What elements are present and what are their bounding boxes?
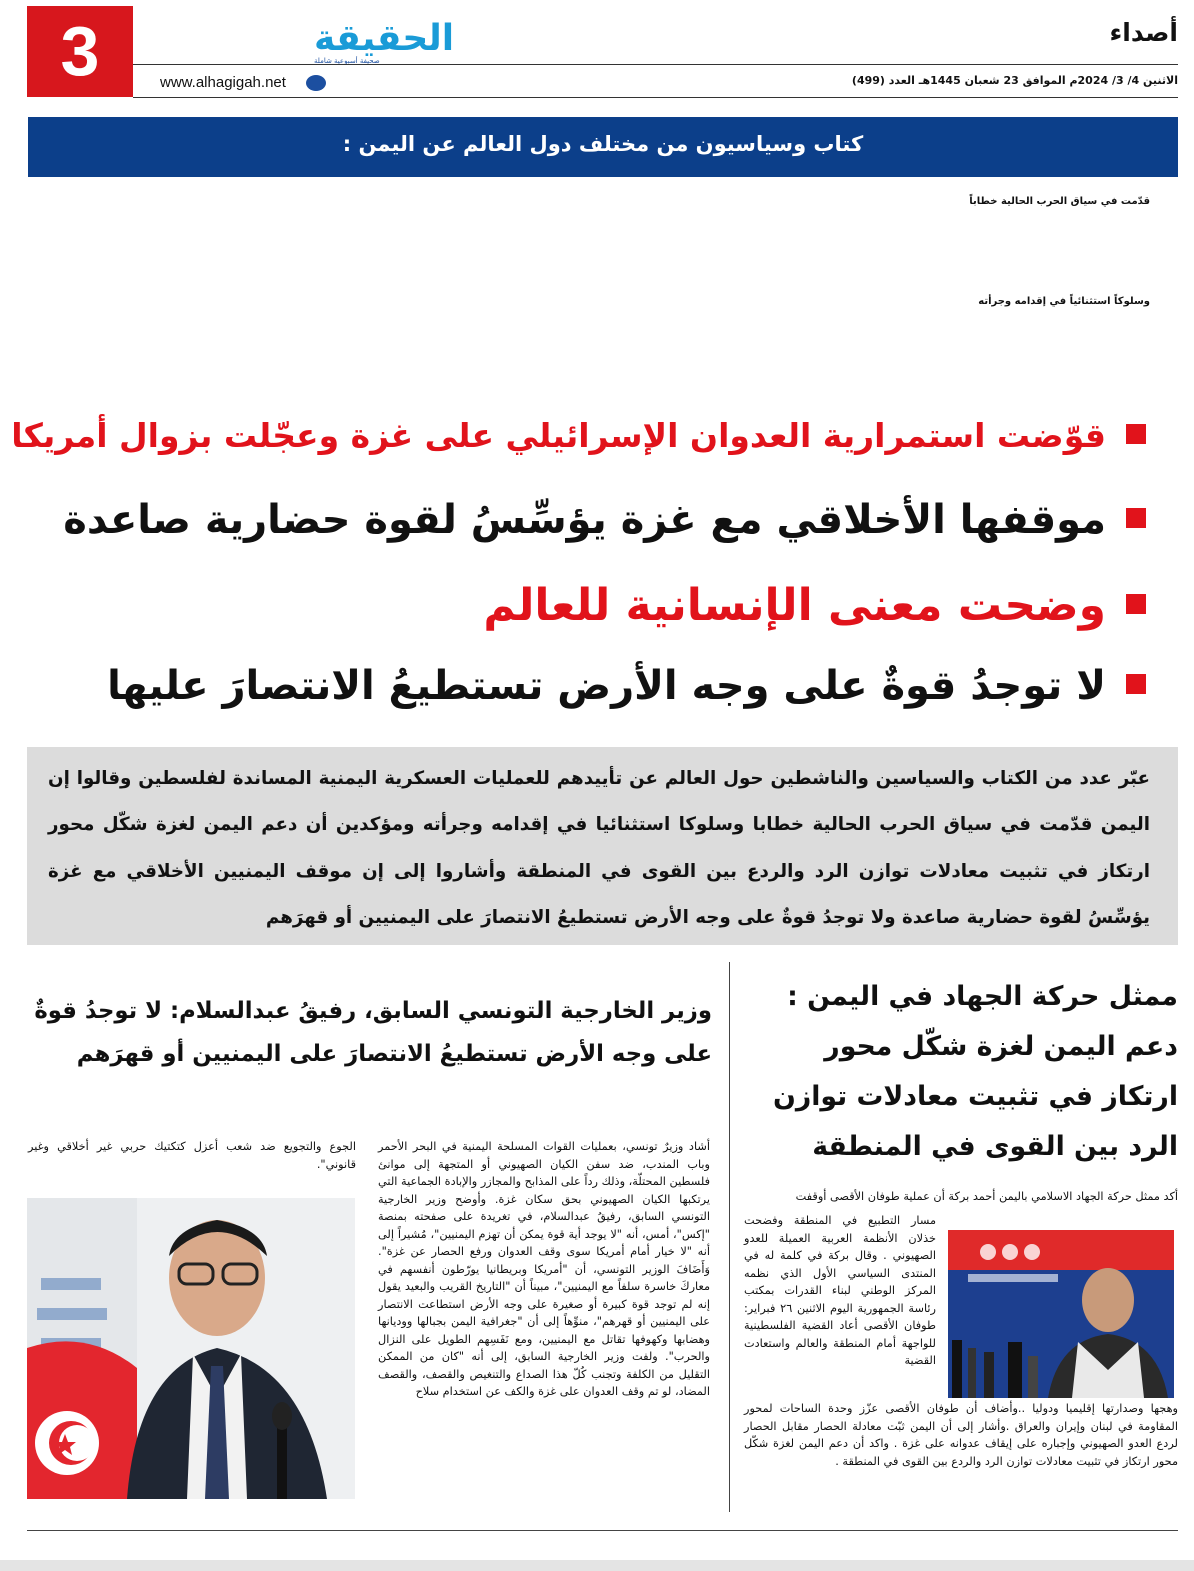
red-square-bullet-icon [1126, 594, 1146, 614]
website-url[interactable]: www.alhagigah.net [160, 74, 286, 91]
speaker-photo [948, 1230, 1174, 1398]
section-title: أصداء [1109, 18, 1178, 47]
red-square-bullet-icon [1126, 674, 1146, 694]
bullet-point [6, 396, 1146, 476]
right-article-body-continued: وهجها وصدارتها إقليميا ودوليا ..وأضاف أن طوفان الأقصى عزّز وحدة الساحات لمحور المقاومة في لبنان وإيران والعراق .وأشار إلى أن اليمن ثبّت معادلة الحصار مقابل الحصار لردع العدو الصهيوني وإجباره على إيقاف عدوانه على غزة . واكد أن دعم اليمن لغزة شكّل محور ارتكاز في تثبيت معادلات توازن الرد والردع بين القوى في المنطقة . [744, 1402, 1178, 1468]
right-article-intro: أكد ممثل حركة الجهاد الاسلامي باليمن أحمد بركة أن عملية طوفان الأقصى أوقفت [795, 1190, 1178, 1203]
bullet-text: لا توجدُ قوةٌ على وجه الأرض تستطيعُ الانتصارَ عليها [107, 663, 1106, 709]
page-bottom-strip [0, 1560, 1194, 1571]
left-article-column-1: أشاد وزيرٌ تونسي، بعمليات القوات المسلحة اليمنية في البحر الأحمر وباب المندب، ضد سفن الكيان الصهيوني أو المتجهة إلى موانئ فلسطين المحتلّة، وذلك رداً على المذابح والمجازر والإبادة الجماعية التي يرتكبها الكيان الصهيوني بحق سكان غزة. وأوضح وزير الخارجية التونسي السابق، رفيقُ عبدالسلام، في تغريدة على صفحته بمنصة "إكس"، أمس، أنه "لا يوجد أية قوة يمكن أن تهزم اليمنيين"، مُشيراً إلى أنه "لا خيار أمام أمريكا سوى وقف العدوان ورفع الحصار عن غزة". وَأَضَافَ الوزير التونسي، أن "أمريكا وبريطانيا يورّطون أنفسهم في معاركَ خاسرة سلفاً مع اليمنيين"، مبيناً أن "التاريخ القريب والبعيد يقول إنه لم توجد قوة كبيرة أو صغيرة على وجه الأرض استطاعت الانتصار على اليمنيين أو قهرهم"، منوِّهاً إلى أن "جغرافية اليمن بجبالها ووديانها وهضابها وكهوفها تقاتل مع اليمنيين، ومع نَفَسِهم الطويل على النزال والحرب". ولفت وزير الخارجية السابق، إلى أنه "كان من الممكن التقليل من الكلفة وتجنب كُلّ هذا الصداع والتنغيص والقصف، والقصف المضاد، لو تم وقف العدوان على غزة والكف عن استخدام سلاح [378, 1140, 710, 1398]
red-square-bullet-icon [1126, 424, 1146, 444]
masthead-divider [133, 97, 1178, 98]
issue-date-line: الاثنين 4/ 3/ 2024م الموافق 23 شعبان 1445هـ العدد (499) [851, 74, 1178, 87]
right-article-body: مسار التطبيع في المنطقة وفضحت خذلان الأنظمة العربية العميلة للعدو الصهيوني . وقال بركة في كلمة له في المنتدى السياسي الأول الذي نظمه المركز الوطني لبناء القدرات بمكتب رئاسة الجمهورية اليوم الاثنين ٢٦ فبراير: طوفان الأقصى أعاد القضية الفلسطينية للواجهة أمام المنطقة والعالم واستعادت القضية [744, 1214, 936, 1367]
bullet-point [6, 646, 1146, 726]
bullet-text: موقفها الأخلاقي مع غزة يؤسِّسُ لقوة حضارية صاعدة [63, 497, 1106, 543]
bullet-text: قوّضت استمرارية العدوان الإسرائيلي على غزة وعجّلت بزوال أمريكا [11, 416, 1106, 455]
page-bottom-rule [27, 1530, 1178, 1531]
left-article-column-2: الجوع والتجويع ضد شعب أعزل كتكتيك حربي غير أخلاقي وغير قانوني". [28, 1140, 356, 1171]
red-square-bullet-icon [1126, 508, 1146, 528]
kicker-text: كتاب وسياسيون من مختلف دول العالم عن اليمن : [342, 132, 864, 156]
minister-photo [27, 1198, 355, 1499]
bullet-point [6, 566, 1146, 646]
column-divider [729, 962, 730, 1512]
summary-paragraph: عبّر عدد من الكتاب والسياسين والناشطين حول العالم عن تأييدهم للعمليات العسكرية اليمنية المساندة لفلسطين وقالوا إن اليمن قدّمت في سياق الحرب الحالية خطابا وسلوكا استثنائيا في إقدامه وجرأته ومؤكدين أن دعم اليمن لغزة شكّل محور ارتكاز في تثبيت معادلات توازن الرد والردع بين القوى في المنطقة وأشاروا إلى إن موقف اليمنيين الأخلاقي مع غزة يؤسِّسُ لقوة حضارية صاعدة ولا توجدُ قوةٌ على وجه الأرض تستطيعُ الانتصارَ على اليمنيين أو قهرَهم [48, 768, 1150, 929]
newspaper-logo [152, 14, 455, 66]
right-article-headline: ممثل حركة الجهاد في اليمن : دعم اليمن لغزة شكّل محور ارتكاز في تثبيت معادلات توازن الرد بين القوى في المنطقة [772, 981, 1178, 1162]
left-article-headline: وزير الخارجية التونسي السابق، رفيقُ عبدالسلام: لا توجدُ قوةٌ على وجه الأرض تستطيعُ الانتصارَ على اليمنيين أو قهرَهم [34, 998, 712, 1067]
header-divider [133, 64, 1178, 65]
globe-icon [306, 75, 326, 91]
main-headline-line-2: وسلوكاً استثنائياً في إقدامه وجرأته [978, 296, 1150, 307]
main-headline-line-1: قدّمت في سياق الحرب الحالية خطاباً [969, 196, 1150, 207]
bullet-point [6, 480, 1146, 560]
logo-tagline: صحيفة أسبوعية شاملة [314, 57, 380, 65]
logo-text: الحقيقة [314, 18, 455, 59]
page-number: 3 [60, 12, 100, 90]
bullet-text: وضحت معنى الإنسانية للعالم [483, 580, 1106, 631]
